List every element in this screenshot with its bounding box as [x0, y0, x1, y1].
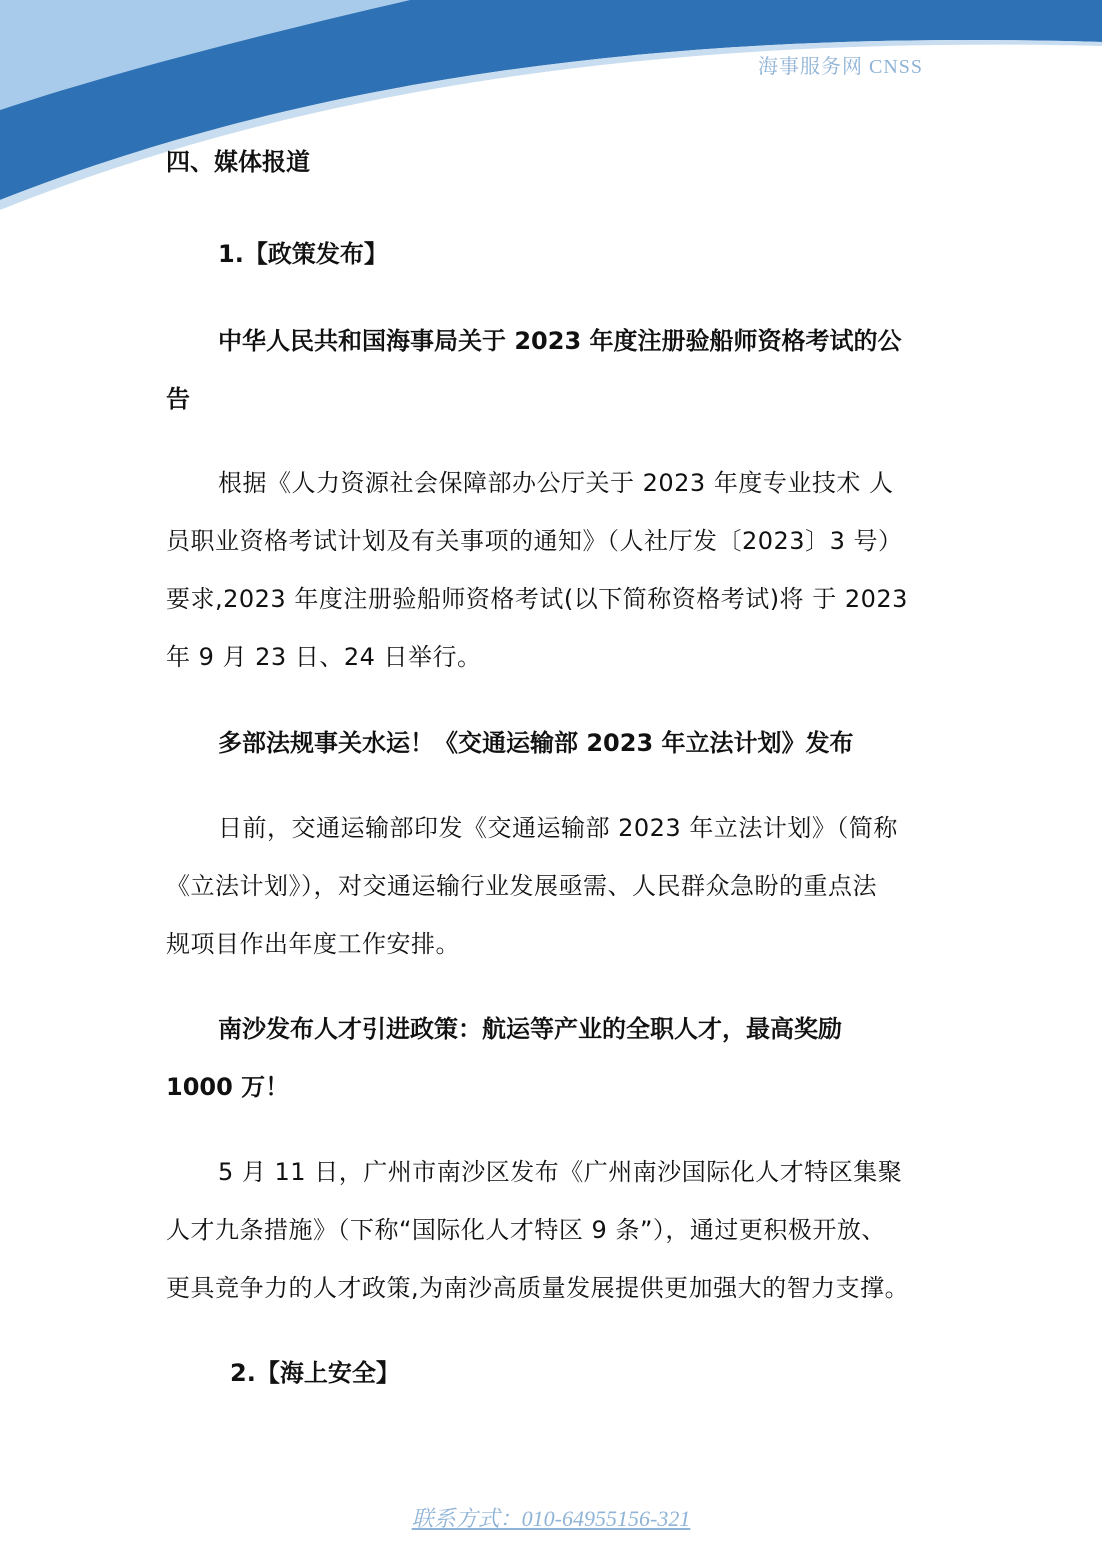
article-body-line: 要求,2023 年度注册验船师资格考试(以下简称资格考试)将 于 2023 [166, 585, 908, 613]
article-body-line: 年 9 月 23 日、24 日举行。 [166, 643, 482, 671]
article-title: 1000 万！ [166, 1073, 290, 1101]
subsection-heading-policy: 1.【政策发布】 [218, 240, 388, 268]
footer-contact: 联系方式：010-64955156-321 [411, 1506, 691, 1531]
article-body-line: 5 月 11 日，广州市南沙区发布《广州南沙国际化人才特区集聚 [218, 1158, 903, 1186]
article-body-line: 员职业资格考试计划及有关事项的通知》（人社厅发〔2023〕3 号） [166, 527, 903, 555]
section-title: 四、媒体报道 [166, 148, 310, 176]
article-title: 多部法规事关水运！《交通运输部 2023 年立法计划》发布 [218, 729, 854, 757]
article-body-line: 人才九条措施》（下称“国际化人才特区 9 条”），通过更积极开放、 [166, 1216, 886, 1244]
article-title: 南沙发布人才引进政策：航运等产业的全职人才，最高奖励 [218, 1015, 842, 1043]
subsection-heading-maritime-safety: 2.【海上安全】 [230, 1359, 400, 1387]
article-body-line: 更具竞争力的人才政策,为南沙高质量发展提供更加强大的智力支撑。 [166, 1274, 910, 1302]
header-brand-text: 海事服务网 CNSS [758, 56, 924, 78]
article-title: 告 [166, 385, 190, 413]
article-body-line: 根据《人力资源社会保障部办公厅关于 2023 年度专业技术 人 [218, 469, 894, 497]
article-body-line: 日前，交通运输部印发《交通运输部 2023 年立法计划》（简称 [218, 814, 898, 842]
article-body-line: 规项目作出年度工作安排。 [166, 930, 460, 958]
article-body-line: 《立法计划》），对交通运输行业发展亟需、人民群众急盼的重点法 [166, 872, 877, 900]
article-title: 中华人民共和国海事局关于 2023 年度注册验船师资格考试的公 [218, 327, 902, 355]
